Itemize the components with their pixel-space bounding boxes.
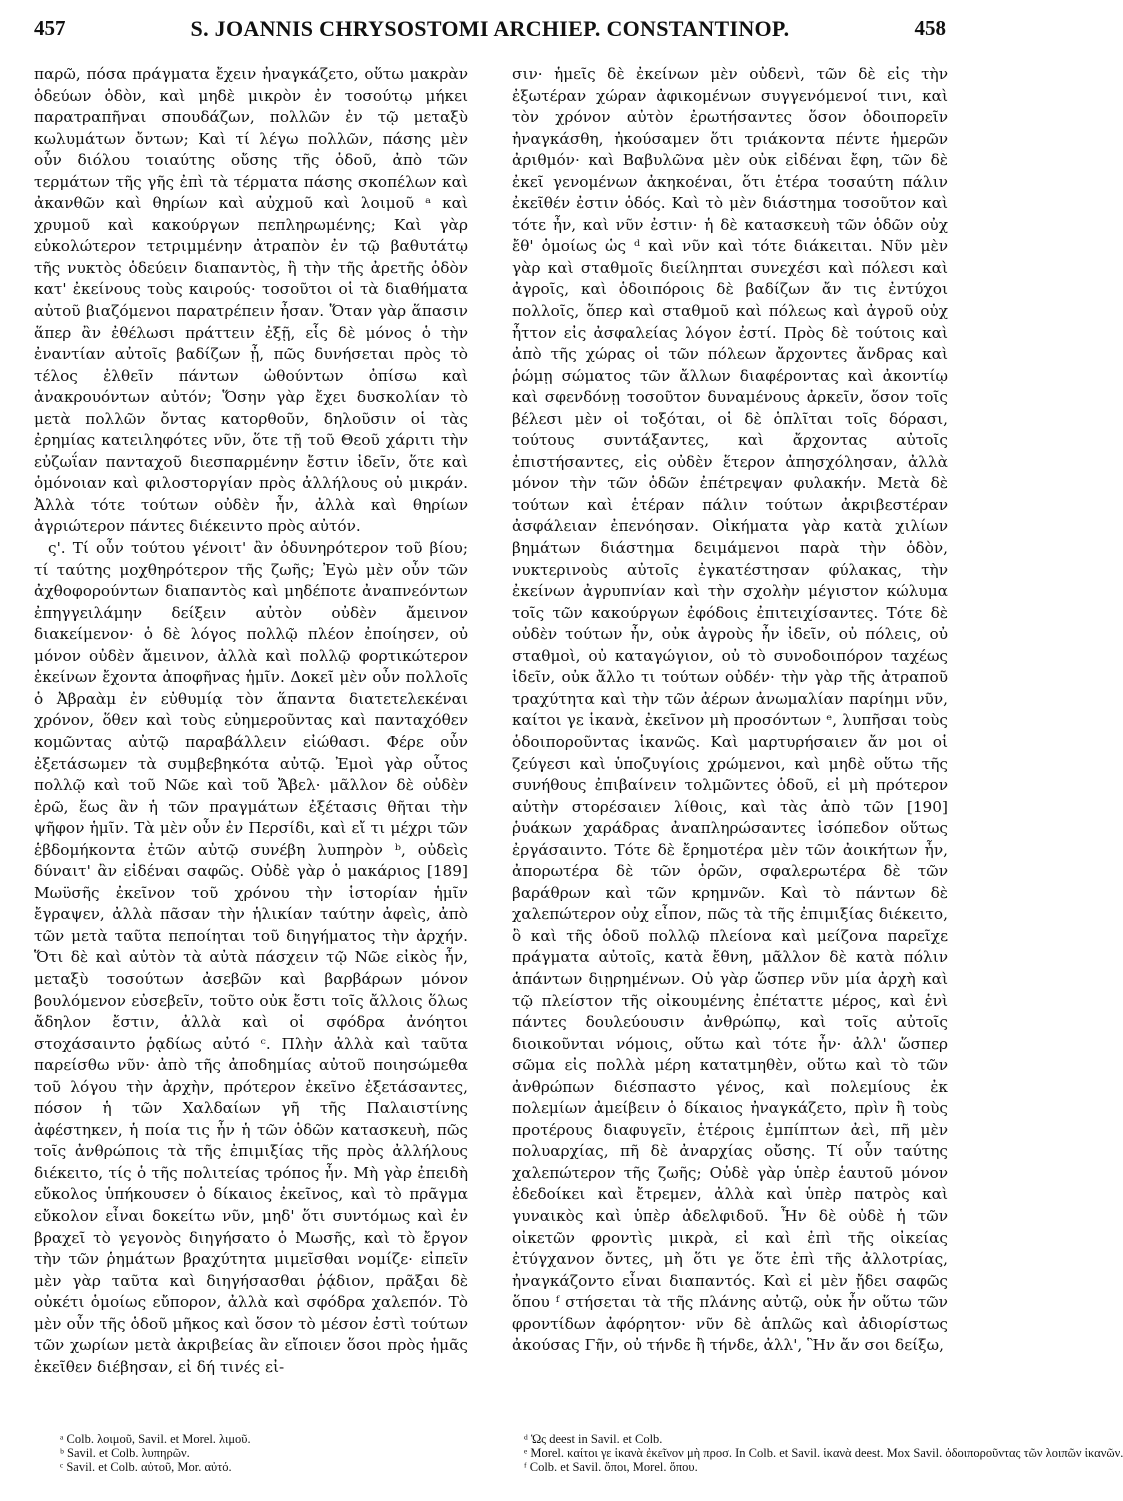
page-number-right: 458 [914,16,946,40]
paragraph: παρῶ, πόσα πράγματα ἔχειν ἠναγκάζετο, οὕτω μακρὰν ὁδεύων ὁδὸν, καὶ μηδὲ μικρὸν ἐν τοσούτῳ μήκει παρατραπῆναι σπουδάζων, πολλῶν ἐν τῷ μεταξὺ κωλυμάτων ὄντων; Καὶ τί λέγω πολλῶν, πάσης μὲν οὖν διόλου τοιαύτης οὔσης τῆς ὁδοῦ, ἀπὸ τῶν τερμάτων τῆς γῆς ἐπὶ τὰ τέρματα πάσης σκοπέλων καὶ ἀκανθῶν καὶ θηρίων καὶ αὐχμοῦ καὶ λοιμοῦ ᵃ καὶ χρυμοῦ καὶ κακούργων πεπληρωμένης; Καὶ γὰρ εὐκολώτερον τετριμμένην ἀτραπὸν ἐν τῷ βαθυτάτῳ τῆς νυκτὸς ὁδεύειν διαπαντὸς, ἢ τὴν τῆς ἀρετῆς ὁδὸν κατ' ἐκείνους τοὺς καιρούς· τοσοῦτοι οἱ τὰ διαθήματα αὐτοῦ βιαζόμενοι παρατρέπειν ἦσαν. Ὅταν γὰρ ἅπασιν ἅπερ ἂν ἐθέλωσι πράττειν ἐξῇ, εἷς δὲ μόνος ὁ τὴν ἐναντίαν αὐτοῖς βαδίζων ᾖ, πῶς δυνήσεται πρὸς τὸ τέλος ἐλθεῖν πάντων ὠθούντων ὀπίσω καὶ ἀνακρουόντων αὐτόν; Ὅσην γὰρ ἔχει δυσκολίαν τὸ μετὰ πολλῶν ὄντας κατορθοῦν, δηλοῦσιν οἱ τὰς ἐρημίας κατειληφότες νῦν, ὅτε τῇ τοῦ Θεοῦ χάριτι τὴν εὐζωΐαν πανταχοῦ διεσπαρμένην ἔστιν ἰδεῖν, ὅτε καὶ ὁμόνοιαν καὶ φιλοστοργίαν πρὸς ἀλλήλους οὐ μικράν. Ἀλλὰ τότε τούτων οὐδὲν ἦν, ἀλλὰ καὶ θηρίων ἀγριώτερον πάντες διέκειντο πρὸς αὐτόν. [34,65,468,536]
left-column [34,64,468,1404]
page-number-left: 457 [34,16,66,40]
paragraph: ς'. Τί οὖν τούτου γένοιτ' ἂν ὀδυνηρότερον τοῦ βίου; τί ταύτης μοχθηρότερον τῆς ζωῆς; Ἐγὼ μὲν οὖν τῶν ἀχθοφορούντων διαπαντὸς καὶ μηδέποτε ἀναπνεόντων ἐπηγγειλάμην δείξειν αὐτὸν οὐδὲν ἄμεινον διακείμενον· ὁ δὲ λόγος πολλῷ πλέον ἐποίησεν, οὐ μόνον οὐδὲν ἄμεινον, ἀλλὰ καὶ πολλῷ φορτικώτερον ἐκείνων ἔχοντα ἀποφῆνας ἡμῖν. Δοκεῖ μὲν οὖν πολλοῖς ὁ Ἀβραὰμ ἐν εὐθυμίᾳ τὸν ἅπαντα διατετελεκέναι χρόνον, ὅθεν καὶ τοὺς εὐημεροῦντας καὶ πανταχόθεν κομῶντας αὐτῷ παραβάλλειν εἰώθασι. Φέρε οὖν ἐξετάσωμεν τὰ συμβεβηκότα αὐτῷ. Ἐμοὶ γὰρ οὗτος πολλῷ καὶ τοῦ Νῶε καὶ τοῦ Ἄβελ· μᾶλλον δὲ οὐδὲν ἐρῶ, ἕως ἂν ἡ τῶν πραγμάτων ἐξέτασις θῆται τὴν ψῆφον ἡμῖν. Τὰ μὲν οὖν ἐν Περσίδι, καὶ εἴ τι μέχρι τῶν ἑβδομήκοντα ἐτῶν αὐτῷ συνέβη λυπηρὸν ᵇ, οὐδεὶς δύναιτ' ἂν εἰδέναι σαφῶς. Οὐδὲ γὰρ ὁ μακάριος [189] Μωϋσῆς ἐκεῖνον τοῦ χρόνου τὴν ἱστορίαν ἡμῖν ἔγραψεν, ἀλλὰ πᾶσαν τὴν ἡλικίαν ταύτην ἀφεὶς, ἀπὸ τῶν μετὰ ταῦτα πεποίηται τοῦ διηγήματος τὴν ἀρχήν. Ὅτι δὲ καὶ αὐτὸν τὰ αὐτὰ πάσχειν τῷ Νῶε εἰκὸς ἦν, μεταξὺ τοσούτων ἀσεβῶν καὶ βαρβάρων μόνον βουλόμενον εὐσεβεῖν, τοῦτο οὐκ ἔστι τοῖς ἄλλοις ὅλως ἄδηλον ἔστιν, ἀλλὰ καὶ οἱ σφόδρα ἀνόητοι στοχάσαιντο ῥᾳδίως αὐτό ᶜ. Πλὴν ἀλλὰ καὶ ταῦτα παρείσθω νῦν· ἀπὸ τῆς ἀποδημίας αὐτοῦ ποιησώμεθα τοῦ λόγου τὴν ἀρχὴν, πρότερον ἐκεῖνο ἐξετάσαντες, πόσον ἡ τῶν Χαλδαίων γῆ τῆς Παλαιστίνης ἀφέστηκεν, ἡ ποία τις ἦν ἡ τῶν ὁδῶν κατασκευὴ, πῶς τοῖς ἀνθρώποις τὰ τῆς ἐπιμιξίας τῆς πρὸς ἀλλήλους διέκειτο, τίς ὁ τῆς πολιτείας τρόπος ἦν. Μὴ γὰρ ἐπειδὴ εὔκολος ὑπήκουσεν ὁ δίκαιος ἐκεῖνος, καὶ τὸ πρᾶγμα εὔκολον εἶναι δοκείτω νῦν, μηδ' ὅτι συντόμως καὶ ἐν βραχεῖ τὸ γεγονὸς διηγήσατο ὁ Μωσῆς, καὶ τὸ ἔργον τὴν τῶν ῥημάτων βραχύτητα μιμεῖσθαι νομίζε· εἰπεῖν μὲν γὰρ ταῦτα καὶ διηγήσασθαι ῥᾴδιον, πρᾶξαι δὲ οὐκέτι ὁμοίως εὔπορον, ἀλλὰ καὶ σφόδρα χαλεπόν. Τὸ μὲν οὖν τῆς ὁδοῦ μῆκος καὶ ὅσον τὸ μέσον ἐστὶ τούτων τῶν χωρίων μετὰ ἀκριβείας ἂν εἴποιεν ὅσοι πρὸς ἡμᾶς ἐκεῖθεν διέβησαν, εἰ δή τινές εἰ- [34,539,468,1376]
running-title: S. JOANNIS CHRYSOSTOMI ARCHIEP. CONSTANTINOP. [190,16,790,41]
footnote: ᵇ Savil. et Colb. λυπηρῶν. [60,1446,190,1460]
footnote: ᶠ Colb. et Savil. ὅποι, Morel. ὅπου. [524,1460,698,1474]
footnote: ᵈ Ὡς deest in Savil. et Colb. [524,1432,663,1446]
footnote: ᵃ Colb. λοιμοῦ, Savil. et Morel. λιμοῦ. [60,1432,251,1446]
paragraph: σιν· ἡμεῖς δὲ ἐκείνων μὲν οὐδενὶ, τῶν δὲ εἰς τὴν ἐξωτέραν χώραν ἀφικομένων συγγενόμενοί τινι, καὶ τὸν χρόνον αὐτὸν ἐρωτήσαντες ὅσον ὁδοιπορεῖν ἠναγκάσθη, ἠκούσαμεν ὅτι τριάκοντα πέντε ἡμερῶν ἀριθμόν· καὶ Βαβυλῶνα μὲν οὐκ εἰδέναι ἔφη, τῶν δὲ ἐκεῖ γενομένων ἀκηκοέναι, ὅτι ἑτέρα τοσαύτη πάλιν ἐκεῖθέν ἐστιν ὁδός. Καὶ τὸ μὲν διάστημα τοσοῦτον καὶ τότε ἦν, καὶ νῦν ἐστιν· ἡ δὲ κατασκευὴ τῶν ὁδῶν οὐχ ἔθ' ὁμοίως ὡς ᵈ καὶ νῦν καὶ τότε διάκειται. Νῦν μὲν γὰρ καὶ σταθμοῖς διείληπται συνεχέσι καὶ πόλεσι καὶ ἀγροῖς, καὶ ὁδοιπόροις δὲ βαδίζων ἄν τις ἐντύχοι πολλοῖς, ὅπερ καὶ σταθμοῦ καὶ πόλεως καὶ ἀγροῦ οὐχ ἧττον εἰς ἀσφαλείας λόγον ἐστί. Πρὸς δὲ τούτοις καὶ ἀπὸ τῆς χώρας οἱ τῶν πόλεων ἄρχοντες ἄνδρας καὶ ῥώμῃ σώματος τῶν ἄλλων διαφέροντας καὶ ἀκοντίῳ καὶ σφενδόνῃ τοσοῦτον δυναμένους ἀρκεῖν, ὅσον τοῖς βέλεσι μὲν οἱ τοξόται, οἱ δὲ ὁπλῖται τοῖς δόρασι, τούτους συντάξαντες, καὶ ἄρχοντας αὐτοῖς ἐπιστήσαντες, εἰς οὐδὲν ἕτερον ἀπησχόλησαν, ἀλλὰ μόνον τὴν τῶν ὁδῶν ἐπέτρεψαν φυλακήν. Μετὰ δὲ τούτων καὶ ἑτέραν πάλιν τούτων ἀκριβεστέραν ἀσφάλειαν ἐπενόησαν. Οἰκήματα γὰρ κατὰ χιλίων βημάτων διάστημα δειμάμενοι παρὰ τὴν ὁδὸν, νυκτερινοὺς αὐτοῖς ἐγκατέστησαν φύλακας, τὴν ἐκείνων ἀγρυπνίαν καὶ τὴν σχολὴν μέγιστον κώλυμα τοῖς τῶν κακούργων ἐφόδοις ἐπιτειχίσαντες. Τότε δὲ οὐδὲν τούτων ἦν, οὐκ ἀγροὺς ἦν ἰδεῖν, οὐ πόλεις, οὐ σταθμοὶ, οὐ καταγώγιον, οὐ τὸ συνοδοιπόρον ταχέως ἰδεῖν, οὐκ ἄλλο τι τούτων οὐδέν· τὴν γὰρ τῆς ἀτραποῦ τραχύτητα καὶ τὴν τῶν ἀέρων ἀνωμαλίαν παρίημι νῦν, καίτοι γε ἱκανὰ, ἐκεῖνον μὴ προσόντων ᵉ, λυπῆσαι τοὺς ὁδοιποροῦντας ἱκανῶς. Καὶ μαρτυρήσαιεν ἄν μοι οἱ ζεύγεσι καὶ ὑποζυγίοις χρώμενοι, καὶ μηδὲ οὕτω τῆς συνήθους ἐπιβαίνειν τολμῶντες ὁδοῦ, εἰ μὴ πρότερον αὐτὴν στορέσαιεν λίθοις, καὶ τὰς ἀπὸ τῶν [190] ῥυάκων χαράδρας ἀναπληρώσαντες ἰσόπεδον οὕτως ἐργάσαιντο. Τότε δὲ ἔρημοτέρα μὲν τῶν ἀοικήτων ἦν, ἀπορωτέρα δὲ τῶν ὀρῶν, σφαλερωτέρα δὲ τῶν βαράθρων καὶ τῶν κρημνῶν. Καὶ τὸ πάντων δὲ χαλεπώτερον οὐχ εἶπον, πῶς τὰ τῆς ἐπιμιξίας διέκειτο, ὃ καὶ τῆς ὁδοῦ πολλῷ πλείονα καὶ μείζονα παρεῖχε πράγματα αὐτοῖς, κατὰ ἔθνη, μᾶλλον δὲ κατὰ πόλιν ἁπάντων διῃρημένων. Οὐ γὰρ ὥσπερ νῦν μία ἀρχὴ καὶ τῷ πλείστον τῆς οἰκουμένης ἐπέταττε μέρος, καὶ ἑνὶ πάντες δουλεύουσιν ἀνθρώπῳ, καὶ τοῖς αὐτοῖς διοικοῦνται νόμοις, οὕτω καὶ τότε ἦν· ἀλλ' ὥσπερ σῶμα εἰς πολλὰ μέρη κατατμηθὲν, οὕτω καὶ τὸ τῶν ἀνθρώπων διέσπαστο γένος, καὶ πολεμίους ἐκ πολεμίων ἀμείβειν ὁ δίκαιος ἠναγκάζετο, πρὶν ἢ τοὺς προτέρους διαφυγεῖν, ἑτέροις ἐμπίπτων ἀεὶ, πῆ μὲν πολυαρχίας, πῆ δὲ ἀναρχίας οὔσης. Τί οὖν ταύτης χαλεπώτερον τῆς ζωῆς; Οὐδὲ γὰρ ὑπὲρ ἑαυτοῦ μόνον ἐδεδοίκει καὶ ἔτρεμεν, ἀλλὰ καὶ ὑπὲρ πατρὸς καὶ γυναικὸς καὶ ὑπὲρ ἀδελφιδοῦ. Ἦν δὲ οὐδὲ ἡ τῶν οἰκετῶν φροντὶς μικρὰ, εἰ καὶ ἐπὶ τῆς οἰκείας ἐτύγχανον ὄντες, μὴ ὅτι γε ὅτε ἐπὶ τῆς ἀλλοτρίας, ἠναγκάζοντο εἶναι διαπαντός. Καὶ εἰ μὲν ᾔδει σαφῶς ὅπου ᶠ στήσεται τὰ τῆς πλάνης αὐτῷ, οὐκ ἦν οὕτω τῶν φροντίδων ἀφόρητον· νῦν δὲ ἁπλῶς καὶ ἀδιορίστως ἀκούσας Γῆν, οὐ τήνδε ἢ τήνδε, ἀλλ', Ἣν ἄν σοι δείξω, [512,65,948,1355]
footnotes-left [60,1432,460,1474]
footnote: ᵉ Morel. καίτοι γε ἱκανὰ ἐκεῖνον μὴ προσ. In Colb. et Savil. ἱκανὰ deest. Mox Savil. ὁδοιποροῦντας τῶν λοιπῶν ἱκανῶν. [524,1446,1123,1460]
footnotes-right [524,1432,1123,1474]
page-header [34,16,946,46]
footnote: ᶜ Savil. et Colb. αὐτοῦ, Mor. αὐτό. [60,1460,232,1474]
right-column [512,64,948,1404]
